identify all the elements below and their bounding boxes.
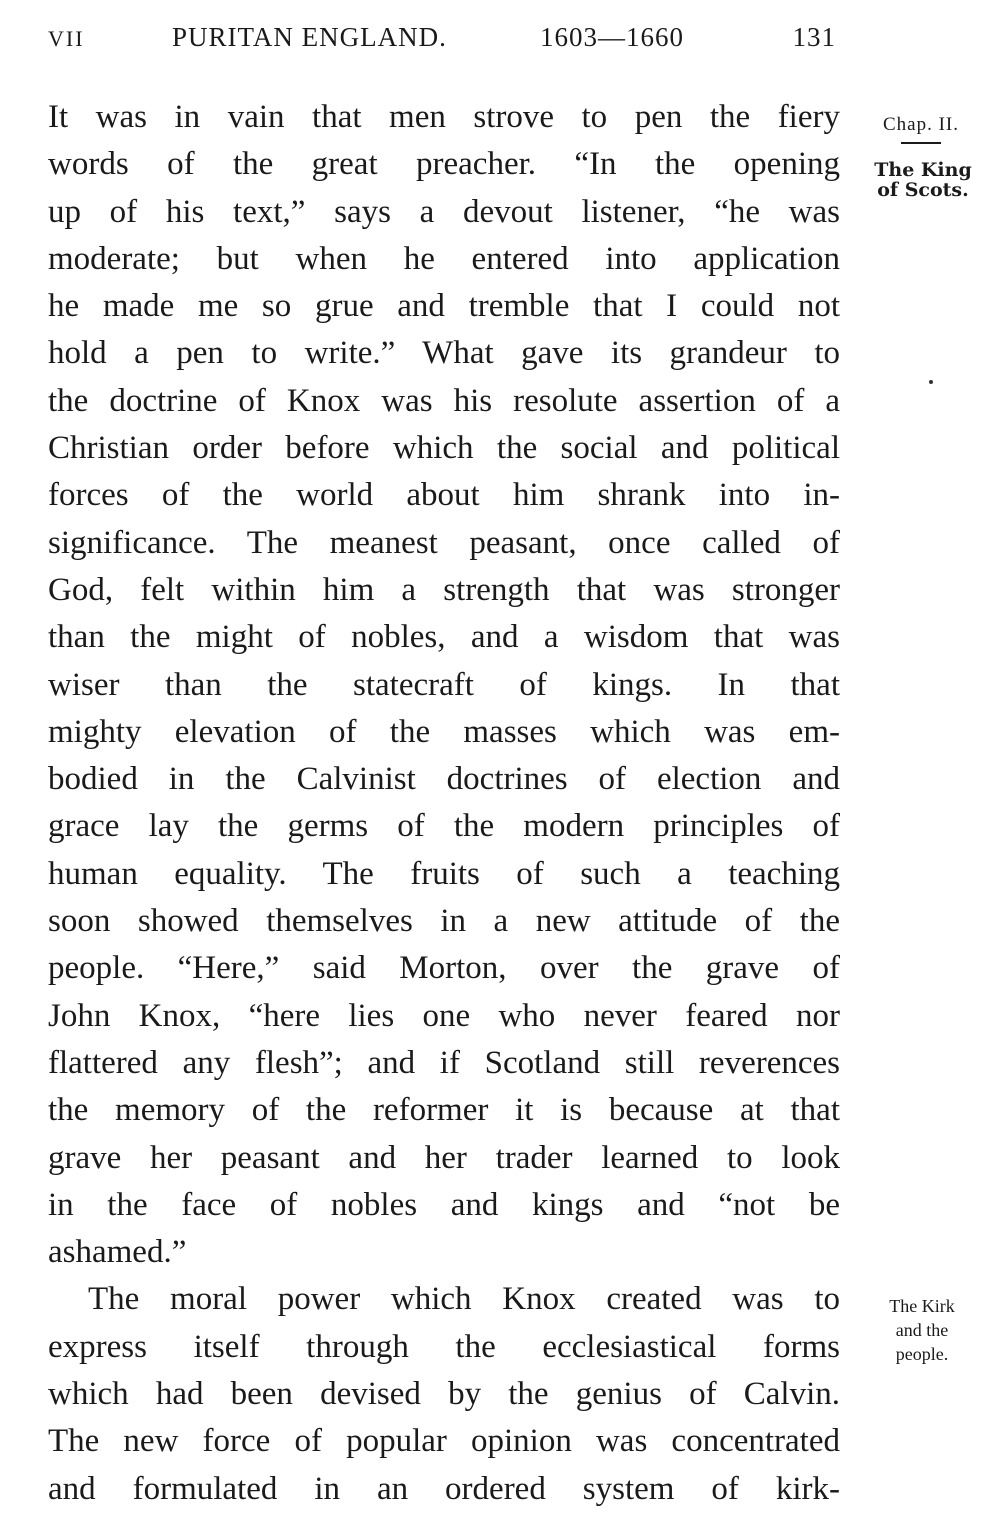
- text-line: in the face of nobles and kings and “not be: [48, 1186, 840, 1223]
- text-line: significance. The meanest peasant, once called of: [48, 524, 840, 561]
- margin-note-line: and the: [895, 1320, 949, 1340]
- margin-rule: [901, 142, 941, 144]
- margin-note-chapter: [862, 114, 980, 144]
- text-line: The new force of popular opinion was concentrated: [48, 1423, 840, 1460]
- margin-note-line: of Scots.: [877, 179, 969, 201]
- text-line: he made me so grue and tremble that I could not: [48, 288, 840, 325]
- paragraph-2: [48, 1276, 840, 1512]
- text-line: It was in vain that men strove to pen the fiery: [48, 99, 840, 135]
- body-text: [48, 94, 840, 1513]
- text-line: wiser than the statecraft of kings. In that: [48, 666, 840, 703]
- text-line: Christian order before which the social and political: [48, 430, 840, 467]
- text-line: hold a pen to write.” What gave its grandeur to: [48, 335, 840, 372]
- text-line: express itself through the ecclesiastical forms: [48, 1328, 840, 1365]
- text-line: grace lay the germs of the modern principles of: [48, 808, 840, 845]
- running-head-dates: 1603—1660: [540, 22, 684, 52]
- text-line: the memory of the reformer it is because at that: [48, 1092, 840, 1129]
- text-line: words of the great preacher. “In the opening: [48, 146, 840, 183]
- margin-note-kirk-and-people: [860, 1294, 984, 1366]
- text-line: soon showed themselves in a new attitude of the: [48, 903, 840, 940]
- margin-note-king-of-scots: [864, 160, 982, 200]
- paragraph-1: [48, 94, 840, 1276]
- text-line: flattered any flesh”; and if Scotland still reverences: [48, 1044, 840, 1081]
- text-line: than the might of nobles, and a wisdom that was: [48, 619, 840, 656]
- text-line: grave her peasant and her trader learned to look: [48, 1139, 840, 1176]
- text-line: ashamed.”: [48, 1234, 187, 1271]
- text-line: the doctrine of Knox was his resolute assertion of a: [48, 382, 840, 419]
- text-line: John Knox, “here lies one who never feared nor: [48, 997, 840, 1034]
- margin-note-line: The Kirk: [889, 1296, 955, 1316]
- text-line: bodied in the Calvinist doctrines of election and: [48, 761, 840, 798]
- text-line: mighty elevation of the masses which was em-: [48, 713, 840, 750]
- text-line: which had been devised by the genius of Calvin.: [48, 1376, 840, 1413]
- running-head-title: PURITAN ENGLAND.: [172, 22, 447, 52]
- text-line: moderate; but when he entered into application: [48, 240, 840, 277]
- running-head-chapter: VII: [48, 26, 85, 51]
- margin-note-line: The King: [874, 159, 972, 181]
- ink-speck: [929, 380, 933, 384]
- text-line: people. “Here,” said Morton, over the grave of: [48, 950, 840, 987]
- margin-note-line: people.: [895, 1344, 949, 1364]
- text-line: forces of the world about him shrank into in-: [48, 477, 840, 514]
- text-line: God, felt within him a strength that was stronger: [48, 571, 840, 608]
- text-line: human equality. The fruits of such a teaching: [48, 855, 840, 892]
- text-line: and formulated in an ordered system of kirk-: [48, 1470, 840, 1507]
- running-head: [48, 22, 840, 62]
- margin-note-chapter-text: Chap. II.: [882, 114, 959, 135]
- text-line: The moral power which Knox created was to: [88, 1281, 840, 1318]
- page-number: 131: [792, 22, 836, 52]
- text-line: up of his text,” says a devout listener, “he was: [48, 193, 840, 230]
